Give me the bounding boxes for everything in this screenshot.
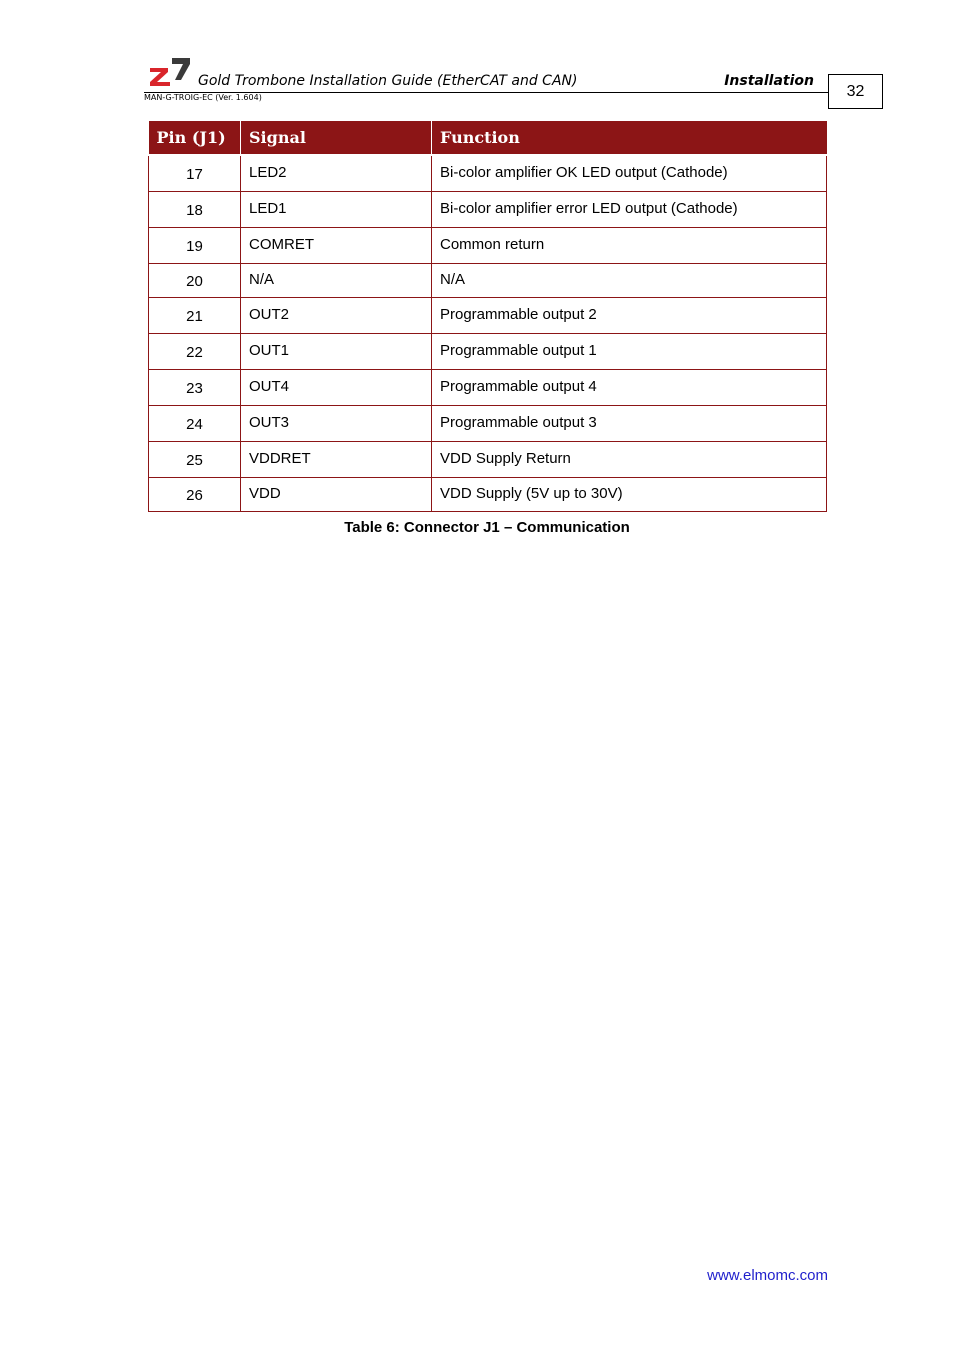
function-cell: N/A <box>432 263 827 297</box>
signal-cell: N/A <box>241 263 432 297</box>
pin-cell: 24 <box>149 405 241 441</box>
table-row <box>149 405 827 441</box>
function-cell: Programmable output 4 <box>432 369 827 405</box>
signal-cell: COMRET <box>241 227 432 263</box>
signal-cell: VDD <box>241 477 432 511</box>
pin-cell: 26 <box>149 477 241 511</box>
table-row <box>149 477 827 511</box>
pin-cell: 22 <box>149 333 241 369</box>
table-row <box>149 263 827 297</box>
signal-cell: LED2 <box>241 155 432 191</box>
function-cell: Programmable output 1 <box>432 333 827 369</box>
pin-cell: 20 <box>149 263 241 297</box>
signal-cell: VDDRET <box>241 441 432 477</box>
section-name: Installation <box>724 73 814 89</box>
table-header-row <box>149 121 827 155</box>
signal-cell: OUT4 <box>241 369 432 405</box>
page-number: 32 <box>828 74 883 109</box>
signal-cell: OUT3 <box>241 405 432 441</box>
signal-cell: OUT1 <box>241 333 432 369</box>
column-header-pin: Pin (J1) <box>149 121 241 155</box>
pin-cell: 17 <box>149 155 241 191</box>
pin-cell: 23 <box>149 369 241 405</box>
connector-j1-table <box>148 121 827 512</box>
document-version: MAN-G-TROIG-EC (Ver. 1.604) <box>144 93 262 102</box>
elmo-logo <box>148 58 190 86</box>
pin-cell: 25 <box>149 441 241 477</box>
table-caption: Table 6: Connector J1 – Communication <box>344 519 630 536</box>
pin-cell: 21 <box>149 297 241 333</box>
pin-cell: 18 <box>149 191 241 227</box>
table-row <box>149 441 827 477</box>
footer-website-link[interactable]: www.elmomc.com <box>707 1267 828 1284</box>
table-row <box>149 297 827 333</box>
function-cell: VDD Supply (5V up to 30V) <box>432 477 827 511</box>
table-row <box>149 227 827 263</box>
function-cell: Programmable output 3 <box>432 405 827 441</box>
column-header-signal: Signal <box>241 121 432 155</box>
function-cell: Bi-color amplifier error LED output (Cathode) <box>432 191 827 227</box>
logo-dark-mark <box>172 58 190 80</box>
pin-cell: 19 <box>149 227 241 263</box>
table-row <box>149 333 827 369</box>
table-row <box>149 155 827 191</box>
signal-cell: OUT2 <box>241 297 432 333</box>
table-row <box>149 369 827 405</box>
logo-red-mark <box>150 68 170 86</box>
column-header-function: Function <box>432 121 827 155</box>
function-cell: Common return <box>432 227 827 263</box>
document-title: Gold Trombone Installation Guide (EtherCAT and CAN) <box>198 73 578 89</box>
function-cell: VDD Supply Return <box>432 441 827 477</box>
table-row <box>149 191 827 227</box>
function-cell: Bi-color amplifier OK LED output (Cathode) <box>432 155 827 191</box>
function-cell: Programmable output 2 <box>432 297 827 333</box>
signal-cell: LED1 <box>241 191 432 227</box>
